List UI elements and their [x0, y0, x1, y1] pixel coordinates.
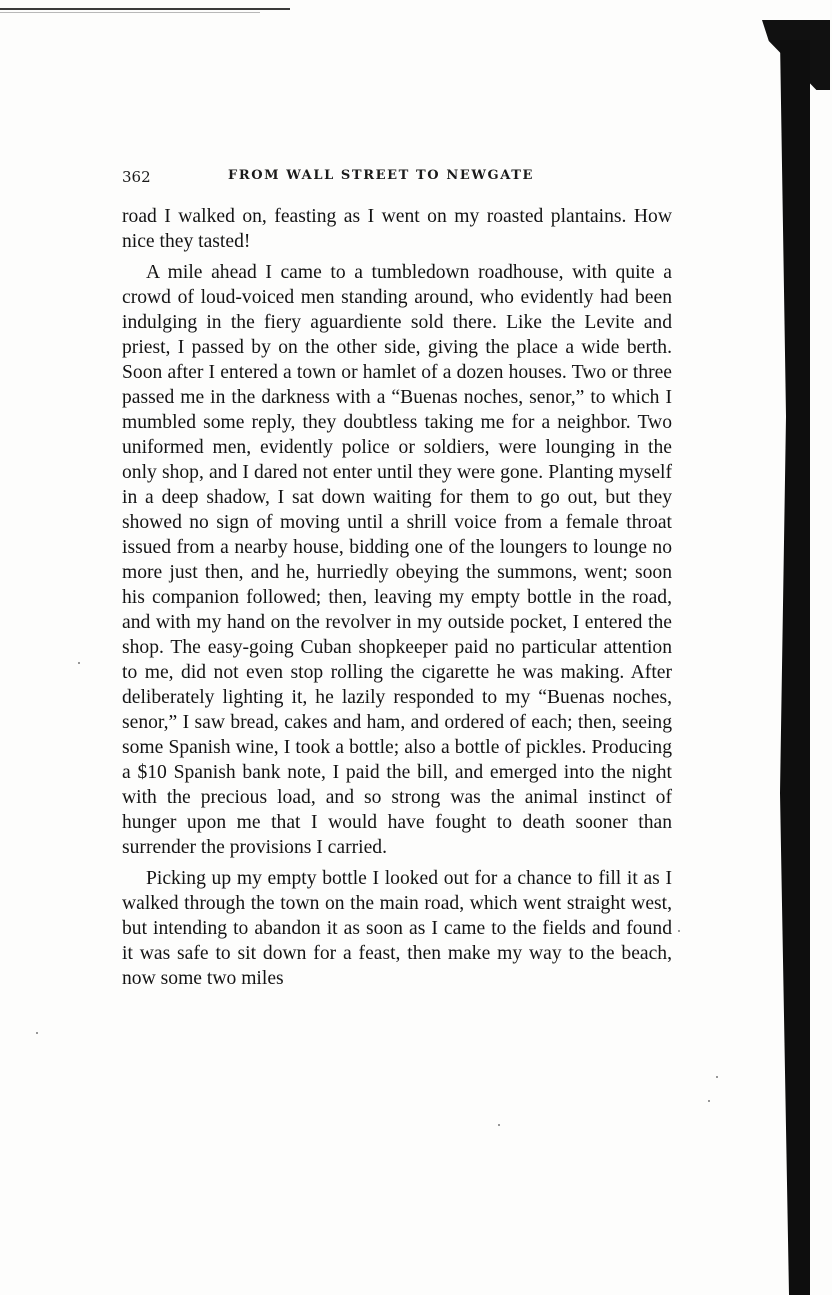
running-head: [122, 168, 580, 186]
page-speck: [36, 1032, 38, 1034]
page-speck: [78, 662, 80, 664]
page-speck: [678, 930, 680, 932]
page-number: 362: [122, 168, 151, 186]
paragraph: A mile ahead I came to a tumbledown roadhouse, with quite a crowd of loud-voiced men standing around, who evidently had been indulging in the fiery aguardiente sold there. Like the Levite and priest, I passed by on the other side, giving the place a wide berth. Soon after I entered a town or hamlet of a dozen houses. Two or three passed me in the darkness with a “Buenas noches, senor,” to which I mumbled some reply, they doubtless taking me for a neighbor. Two uniformed men, evidently police or soldiers, were lounging in the only shop, and I dared not enter until they were gone. Planting myself in a deep shadow, I sat down waiting for them to go out, but they showed no sign of moving until a shrill voice from a female throat issued from a nearby house, bidding one of the loungers to lounge no more just then, and he, hurriedly obeying the summons, went; soon his companion followed; then, leaving my empty bottle in the road, and with my hand on the revolver in my outside pocket, I entered the shop. The easy-going Cuban shopkeeper paid no particular attention to me, did not even stop rolling the cigarette he was making. After deliberately lighting it, he lazily responded to my “Buenas noches, senor,” I saw bread, cakes and ham, and ordered of each; then, seeing some Spanish wine, I took a bottle; also a bottle of pickles. Producing a $10 Spanish bank note, I paid the bill, and emerged into the night with the precious load, and so strong was the animal instinct of hunger upon me that I would have fought to death sooner than surrender the provisions I carried.: [122, 262, 672, 858]
paragraph: Picking up my empty bottle I looked out for a chance to fill it as I walked through the town on the main road, which went straight west, but intending to abandon it as soon as I came to the fields and found it was safe to sit down for a feast, then make my way to the beach, now some two miles: [122, 868, 672, 989]
page-speck: [708, 1100, 710, 1102]
top-edge-rule-faint: [0, 12, 260, 13]
binding-shadow: [780, 40, 810, 1295]
paragraph-continuation: road I walked on, feasting as I went on my roasted plantains. How nice they tasted!: [122, 206, 672, 252]
page-speck: [716, 1076, 718, 1078]
top-edge-rule: [0, 8, 290, 10]
page-speck: [498, 1124, 500, 1126]
body-text: [122, 204, 672, 997]
running-head-title: FROM WALL STREET TO NEWGATE: [228, 168, 534, 183]
